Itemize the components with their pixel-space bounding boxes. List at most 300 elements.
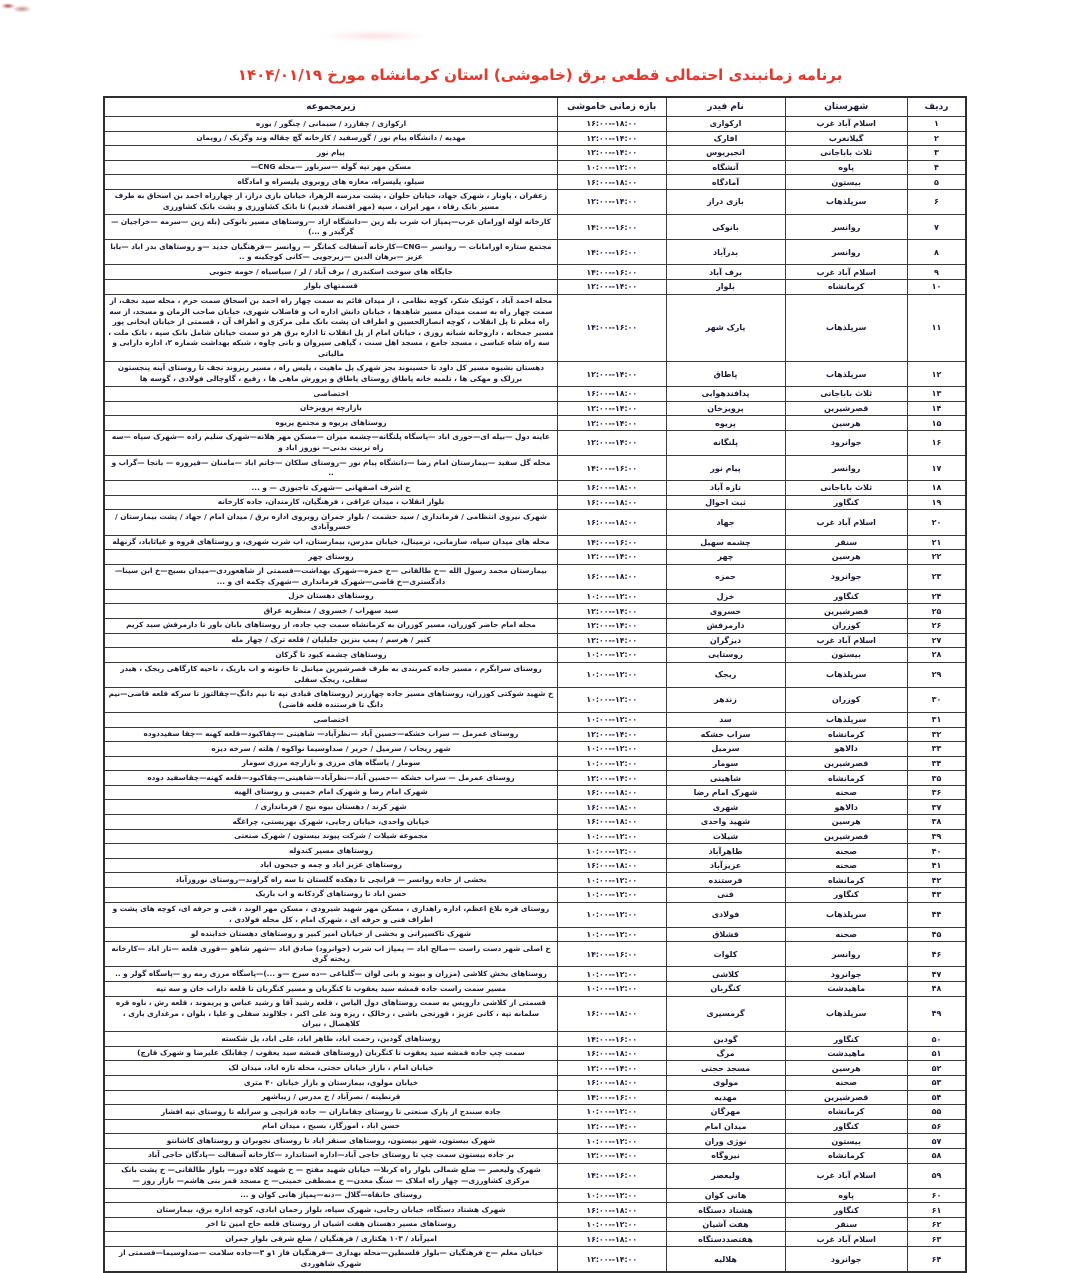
table-body — [104, 117, 966, 1273]
outage-time-value: ۱۴:۰۰--۱۶:۰۰ — [586, 949, 638, 959]
county-cell: ثلاث باباجانی — [785, 146, 907, 161]
row-number-cell: ۳۵ — [907, 771, 966, 786]
table-row — [104, 495, 966, 510]
feeder-name-cell: آتشگاه — [666, 160, 785, 175]
table-row — [104, 175, 966, 190]
outage-time-cell — [557, 1188, 666, 1203]
outage-time-cell — [557, 1046, 666, 1061]
col-header-row-number: ردیف — [907, 97, 966, 117]
feeder-name-cell: پریوه — [666, 416, 785, 431]
row-number-cell: ۱۲ — [907, 361, 966, 386]
feeder-name-cell: برف آباد — [666, 265, 785, 280]
outage-time-cell — [557, 175, 666, 190]
outage-time-value: ۱۶:۰۰--۱۸:۰۰ — [586, 177, 638, 187]
outage-time-value: ۱۰:۰۰--۱۲:۰۰ — [586, 715, 638, 725]
table-row — [104, 215, 966, 240]
county-cell: اسلام آباد غرب — [785, 510, 907, 535]
table-row — [104, 430, 966, 455]
row-number-cell: ۳۴ — [907, 756, 966, 771]
subset-details-cell: قسمتی از کلاشی دارویس به سمت روستاهای دول الیاس ، قلعه رشید آقا و رشید عباس و پریموند ، قلعه رش ، ناوه قره سلمانه تپه ، کانی عزیز ، قورنجی باشی ، رخالک ، ریزه وند علی اکبر ، جلالوند سفلی و علیا ، بلوان ، مرغداری باری ، کلاهصال ، بیران — [104, 996, 557, 1032]
county-cell: جوانرود — [785, 967, 907, 982]
row-number-cell: ۵۶ — [907, 1119, 966, 1134]
outage-time-cell — [557, 942, 666, 967]
col-header-county: شهرستان — [785, 97, 907, 117]
table-row — [104, 844, 966, 859]
row-number-cell: ۲۵ — [907, 604, 966, 619]
feeder-name-cell: شهری — [666, 800, 785, 815]
county-cell: صحنه — [785, 844, 907, 859]
feeder-name-cell: روستایی — [666, 648, 785, 663]
outage-time-cell — [557, 604, 666, 619]
subset-details-cell: شهرک بیستون، شهر بیستون، روستاهای سنقر اباد تا روستای نجوبران و روستاهای کاشانتو — [104, 1134, 557, 1149]
county-cell: کنگاور — [785, 589, 907, 604]
outage-time-cell — [557, 550, 666, 565]
county-cell: اسلام آباد غرب — [785, 633, 907, 648]
outage-time-value: ۱۲:۰۰--۱۴:۰۰ — [586, 369, 638, 379]
feeder-name-cell: هانی کوان — [666, 1188, 785, 1203]
row-number-cell: ۴۷ — [907, 967, 966, 982]
subset-details-cell: خیابان امام ، بازار خیابان حجتی، محله تازه اباد، میدان لک — [104, 1061, 557, 1076]
subset-details-cell: محله احمد آباد ، کوئیک شکر، کوچه نظامی ، از میدان قائم به سمت چهار راه احمد بن اسحاق سمت حرم ، محله سید نجف، از سمت چهار راه به سمت میدان مسیر شاهدها ، خیابان دانش اداره اب و فاضلاب شهری، خیابان صاحب الزمان و مسجد، از سه راه معلم تا پل انقلاب ، کوچه انصارالحسین و اطراف ان پشت بانک ملی مرکزی و اطراف آن ، قسمتی از خیابان ایخانی پور مسیر جمخانه ، داروخانه شبانه روزی ، خیابان امام از پل انقلاب تا اداره برق هر دو سمت خیابان شامل بانک سپه ، بانک ملت ، سه راه شاه عباسی ، مسجد جامع ، مسجد اهل سنت ، گیاهی سیروان و بانی چاوه ، شبکه بهداشت شماره ۲، اداره دارایی و مالیاتی — [104, 294, 557, 361]
table-row — [104, 829, 966, 844]
subset-details-cell: سیلو، پلیسراه، مغازه های روبروی پلیسراه و امادگاه — [104, 175, 557, 190]
row-number-cell: ۱ — [907, 117, 966, 132]
row-number-cell: ۳۶ — [907, 785, 966, 800]
county-cell: اسلام آباد غرب — [785, 117, 907, 132]
table-row — [104, 727, 966, 742]
table-row — [104, 564, 966, 589]
row-number-cell: ۳۷ — [907, 800, 966, 815]
table-header-row — [104, 97, 966, 117]
outage-time-cell — [557, 1090, 666, 1105]
outage-time-value: ۱۰:۰۰--۱۲:۰۰ — [586, 929, 638, 939]
feeder-name-cell: پارک شهر — [666, 294, 785, 361]
subset-details-cell: روستاهای پریوه و مجتمع پریوه — [104, 416, 557, 431]
outage-time-value: ۱۶:۰۰--۱۸:۰۰ — [586, 861, 638, 871]
outage-time-cell — [557, 713, 666, 728]
row-number-cell: ۵۰ — [907, 1032, 966, 1047]
subset-details-cell: روستاهای دهستان خزل — [104, 589, 557, 604]
feeder-name-cell: هفت آشیان — [666, 1217, 785, 1232]
feeder-name-cell: شاهینی — [666, 771, 785, 786]
outage-time-cell — [557, 815, 666, 830]
table-row — [104, 1232, 966, 1247]
outage-time-cell — [557, 1232, 666, 1247]
outage-time-value: ۱۲:۰۰--۱۴:۰۰ — [586, 148, 638, 158]
feeder-name-cell: فرستنده — [666, 873, 785, 888]
subset-details-cell: حسن اباد ، اموزگار، بسیج ، میدان امام — [104, 1119, 557, 1134]
feeder-name-cell: سراب خشکه — [666, 727, 785, 742]
table-row — [104, 996, 966, 1032]
county-cell: قصرشیرین — [785, 604, 907, 619]
county-cell: هرسین — [785, 815, 907, 830]
outage-time-value: ۱۰:۰۰--۱۲:۰۰ — [586, 1107, 638, 1117]
subset-details-cell: روستاهای بخش کلاشی (مزران و بیوند و بانی لوان —گلباغی —ده سرخ —و ...)—پاسگاه مرزی رمه رو —پاسگاه گولر و .. — [104, 967, 557, 982]
row-number-cell: ۵۲ — [907, 1061, 966, 1076]
outage-time-value: ۱۶:۰۰--۱۸:۰۰ — [586, 802, 638, 812]
outage-time-cell — [557, 1163, 666, 1188]
feeder-name-cell: سومار — [666, 756, 785, 771]
outage-time-cell — [557, 982, 666, 997]
row-number-cell: ۳۸ — [907, 815, 966, 830]
row-number-cell: ۳ — [907, 146, 966, 161]
outage-time-value: ۱۶:۰۰--۱۸:۰۰ — [586, 1049, 638, 1059]
feeder-name-cell: مولوی — [666, 1076, 785, 1091]
county-cell: سرپلذهاب — [785, 662, 907, 687]
county-cell: سنقر — [785, 1217, 907, 1232]
county-cell: صحنه — [785, 785, 907, 800]
subset-details-cell: روستای خانقاه—گلال —دنه—پمپاژ هانی کوان و ... — [104, 1188, 557, 1203]
subset-details-cell: روستاهای مسیر کندوله — [104, 844, 557, 859]
outage-time-value: ۱۶:۰۰--۱۸:۰۰ — [586, 817, 638, 827]
subset-details-cell: شهرک تاکسیرانی و بخشی از خیابان امیر کبیر و روستاهای دهستان خدابنده لو — [104, 927, 557, 942]
county-cell: سرپلذهاب — [785, 713, 907, 728]
row-number-cell: ۴۳ — [907, 887, 966, 902]
table-row — [104, 887, 966, 902]
outage-time-value: ۱۰:۰۰--۱۲:۰۰ — [586, 670, 638, 680]
subset-details-cell: بلوار انقلاب ، میدان عراقی ، فرهنگیان، کارمندان، جاده کارخانه — [104, 495, 557, 510]
row-number-cell: ۲۳ — [907, 564, 966, 589]
subset-details-cell: بخشی از جاده روانسر — قرانچی تا دهکده گلستان تا سه راه گراوند—روستای نوروزآباد — [104, 873, 557, 888]
county-cell: کرمانشاه — [785, 1148, 907, 1163]
row-number-cell: ۹ — [907, 265, 966, 280]
outage-time-value: ۱۰:۰۰--۱۲:۰۰ — [586, 695, 638, 705]
row-number-cell: ۴۰ — [907, 844, 966, 859]
outage-time-cell — [557, 742, 666, 757]
table-row — [104, 648, 966, 663]
feeder-name-cell: جهاد — [666, 510, 785, 535]
outage-time-value: ۱۴:۰۰--۱۶:۰۰ — [586, 222, 638, 232]
table-row — [104, 604, 966, 619]
subset-details-cell: روستای سرابگرم ، مسیر جاده کمربندی به طرف قصرشیرین میانبل تا خانونه و اب باریک ، ناحیه کارگاهی ریجک ، هیدر سفلی، ریجک سفلی — [104, 662, 557, 687]
subset-details-cell: روستاهای عزیز اباد و چمه و جیحون اباد — [104, 858, 557, 873]
row-number-cell: ۱۴ — [907, 401, 966, 416]
table-row — [104, 873, 966, 888]
table-row — [104, 1163, 966, 1188]
subset-details-cell: سمت چپ جاده قمشه سید یعقوب تا کنگربان (روستاهای قمشه سید یعقوب / چقابلک علیرضا و شهرک قارچ) — [104, 1046, 557, 1061]
table-row — [104, 510, 966, 535]
feeder-name-cell: ارکوازی — [666, 117, 785, 132]
row-number-cell: ۱۷ — [907, 456, 966, 481]
county-cell: سرپلذهاب — [785, 294, 907, 361]
table-row — [104, 633, 966, 648]
outage-time-value: ۱۲:۰۰--۱۴:۰۰ — [586, 1254, 638, 1264]
county-cell: سرپلذهاب — [785, 189, 907, 214]
feeder-name-cell: نوژی وران — [666, 1134, 785, 1149]
row-number-cell: ۳۳ — [907, 742, 966, 757]
table-row — [104, 1105, 966, 1120]
outage-time-cell — [557, 1148, 666, 1163]
county-cell: ثلاث باباجانی — [785, 387, 907, 402]
subset-details-cell: روستاهای مسیر دهستان هفت اشیان از روستای قلعه حاج امین تا اخر — [104, 1217, 557, 1232]
feeder-name-cell: مهرگان — [666, 1105, 785, 1120]
subset-details-cell: خ شهید شوکتی کوزران، روستاهای مسیر جاده چهارزبر (روستاهای قبادی تپه تا نیم دانگ—چقالتوژ تا سرکه قلعه قاضی—نیم دانگ تا فرستنده قلعه قاضی) — [104, 687, 557, 712]
county-cell: صحنه — [785, 927, 907, 942]
row-number-cell: ۶۲ — [907, 1217, 966, 1232]
table-row — [104, 294, 966, 361]
county-cell: روانسر — [785, 215, 907, 240]
row-number-cell: ۴۶ — [907, 942, 966, 967]
row-number-cell: ۳۰ — [907, 687, 966, 712]
feeder-name-cell: پدافندهوایی — [666, 387, 785, 402]
row-number-cell: ۶۴ — [907, 1246, 966, 1272]
table-row — [104, 265, 966, 280]
outage-time-value: ۱۰:۰۰--۱۲:۰۰ — [586, 831, 638, 841]
outage-schedule-table — [103, 96, 967, 1273]
outage-time-cell — [557, 401, 666, 416]
table-row — [104, 456, 966, 481]
outage-time-value: ۱۶:۰۰--۱۸:۰۰ — [586, 389, 638, 399]
feeder-name-cell: هفتصددستگاه — [666, 1232, 785, 1247]
county-cell: کرمانشاه — [785, 771, 907, 786]
feeder-name-cell: قشلاق — [666, 927, 785, 942]
row-number-cell: ۷ — [907, 215, 966, 240]
county-cell: صحنه — [785, 1076, 907, 1091]
outage-time-cell — [557, 727, 666, 742]
outage-time-value: ۱۲:۰۰--۱۴:۰۰ — [586, 197, 638, 207]
row-number-cell: ۴۱ — [907, 858, 966, 873]
feeder-name-cell: گودین — [666, 1032, 785, 1047]
table-row — [104, 160, 966, 175]
county-cell: پاوه — [785, 1188, 907, 1203]
outage-time-cell — [557, 1217, 666, 1232]
subset-details-cell: مسکن مهر تپه گوله —سرباور —محله CNG— — [104, 160, 557, 175]
county-cell: هرسین — [785, 416, 907, 431]
subset-details-cell: شهر کرند / دهستان بیوه نیج / فرمانداری / — [104, 800, 557, 815]
outage-time-value: ۱۶:۰۰--۱۸:۰۰ — [586, 572, 638, 582]
county-cell: ماهیدشت — [785, 982, 907, 997]
subset-details-cell: امیرآباد / ۱۰۳ هکتاری / فرهنگیان / ضلع شرقی بلوار جمران — [104, 1232, 557, 1247]
outage-time-value: ۱۰:۰۰--۱۲:۰۰ — [586, 910, 638, 920]
row-number-cell: ۵۱ — [907, 1046, 966, 1061]
county-cell: هرسین — [785, 550, 907, 565]
feeder-name-cell: فولادی — [666, 902, 785, 927]
row-number-cell: ۲۷ — [907, 633, 966, 648]
outage-time-value: ۱۰:۰۰--۱۲:۰۰ — [586, 984, 638, 994]
subset-details-cell: دهستان بشیوه مسیر کل داود تا حسینوند بجز شهرک پل ماهیت ، پلیس راه ، مسیر ریزوند نجف تا روستای آینه پنجستون برزلک و مهکی ها ، تلمبه خانه پاطاق روستای پاطاق و پرورش ماهی ها ، رفیع ، گاوچالی فولادی ، گوسه ها — [104, 361, 557, 386]
table-row — [104, 927, 966, 942]
feeder-name-cell: دیزگران — [666, 633, 785, 648]
table-row — [104, 1032, 966, 1047]
feeder-name-cell: آمادگاه — [666, 175, 785, 190]
outage-time-value: ۱۰:۰۰--۱۲:۰۰ — [586, 650, 638, 660]
row-number-cell: ۵۳ — [907, 1076, 966, 1091]
feeder-name-cell: نیروگاه — [666, 1148, 785, 1163]
outage-time-value: ۱۲:۰۰--۱۴:۰۰ — [586, 729, 638, 739]
table-row — [104, 785, 966, 800]
outage-time-cell — [557, 189, 666, 214]
table-row — [104, 117, 966, 132]
row-number-cell: ۶ — [907, 189, 966, 214]
subset-details-cell: خ اصلی شهر دست راست —صالح اباد — پمپاژ اب شرب (جوانرود) صادق اباد —شهر شاهو —قوری قلعه —تاز اباد —کارخانه ریخته گری — [104, 942, 557, 967]
outage-time-cell — [557, 1076, 666, 1091]
subset-details-cell: سومار / پاسگاه های مرزی و بازارچه مرزی سومار — [104, 756, 557, 771]
row-number-cell: ۳۱ — [907, 713, 966, 728]
outage-time-value: ۱۲:۰۰--۱۴:۰۰ — [586, 418, 638, 428]
table-row — [104, 1119, 966, 1134]
feeder-name-cell: مسجد حجتی — [666, 1061, 785, 1076]
county-cell: روانسر — [785, 942, 907, 967]
table-row — [104, 1188, 966, 1203]
county-cell: قصرشیرین — [785, 401, 907, 416]
county-cell: قصرشیرین — [785, 756, 907, 771]
county-cell: روانسر — [785, 240, 907, 265]
county-cell: کنگاور — [785, 495, 907, 510]
table-row — [104, 618, 966, 633]
outage-time-value: ۱۰:۰۰--۱۲:۰۰ — [586, 592, 638, 602]
county-cell: دالاهو — [785, 742, 907, 757]
row-number-cell: ۵ — [907, 175, 966, 190]
outage-time-cell — [557, 481, 666, 496]
table-row — [104, 756, 966, 771]
table-row — [104, 815, 966, 830]
subset-details-cell: ارکوازی / چقازرد / سیمانی / چنگور / بوزه — [104, 117, 557, 132]
outage-table-container — [103, 96, 967, 1273]
county-cell: ماهیدشت — [785, 1046, 907, 1061]
feeder-name-cell: زندهر — [666, 687, 785, 712]
subset-details-cell: روستای قره بلاغ اعظم، اداره راهداری ، مسکن مهر شهید شیرودی ، مسکن مهر الوند ، فنی و حرفه ای، کوچه های پشت و اطراف فنی و حرفه ای ، شهرک امام ، کل محله فولادی ، — [104, 902, 557, 927]
subset-details-cell: شهر ریجاب / سرمیل / حریر / صداوسیما نواکوه / هلته / سرخه دیزه — [104, 742, 557, 757]
outage-time-value: ۱۲:۰۰--۱۴:۰۰ — [586, 606, 638, 616]
table-row — [104, 416, 966, 431]
subset-details-cell: اختصاصی — [104, 387, 557, 402]
outage-time-cell — [557, 117, 666, 132]
outage-time-value: ۱۴:۰۰--۱۶:۰۰ — [586, 323, 638, 333]
county-cell: بیستون — [785, 175, 907, 190]
outage-time-cell — [557, 240, 666, 265]
outage-time-cell — [557, 279, 666, 294]
outage-time-value: ۱۰:۰۰--۱۲:۰۰ — [586, 890, 638, 900]
table-row — [104, 240, 966, 265]
table-row — [104, 1148, 966, 1163]
outage-time-cell — [557, 589, 666, 604]
feeder-name-cell: مهدیه — [666, 1090, 785, 1105]
county-cell: سرپلذهاب — [785, 361, 907, 386]
outage-time-value: ۱۶:۰۰--۱۸:۰۰ — [586, 1234, 638, 1244]
table-row — [104, 146, 966, 161]
subset-details-cell: محله امام حاضر کوزران، مسیر کوزران به کرمانشاه سمت چپ جاده، از روستاهای بابان باور تا دارمرفش سید کریم — [104, 618, 557, 633]
feeder-name-cell: بلوار — [666, 279, 785, 294]
outage-time-value: ۱۲:۰۰--۱۴:۰۰ — [586, 635, 638, 645]
county-cell: کنگاور — [785, 1032, 907, 1047]
table-row — [104, 279, 966, 294]
row-number-cell: ۵۹ — [907, 1163, 966, 1188]
county-cell: صحنه — [785, 858, 907, 873]
subset-details-cell: بر جاده بیستون سمت چپ تا روستای حاجی آباد—اداره استاندارد —کارخانه آسفالت —پادگان حاجی آباد — [104, 1148, 557, 1163]
county-cell: بیستون — [785, 1134, 907, 1149]
subset-details-cell: حسن اباد تا روستاهای گردکانه و اب باریک — [104, 887, 557, 902]
table-row — [104, 967, 966, 982]
outage-time-cell — [557, 785, 666, 800]
outage-time-value: ۱۲:۰۰--۱۴:۰۰ — [586, 438, 638, 448]
row-number-cell: ۱۵ — [907, 416, 966, 431]
county-cell: کرمانشاه — [785, 873, 907, 888]
scan-smudge-artifact — [300, 30, 450, 42]
subset-details-cell: جایگاه های سوخت اسکندری / برف آباد / لر / سیاسیاه / حومه جنوبی — [104, 265, 557, 280]
feeder-name-cell: کنگربان — [666, 982, 785, 997]
outage-time-value: ۱۰:۰۰--۱۲:۰۰ — [586, 969, 638, 979]
table-row — [104, 742, 966, 757]
feeder-name-cell: بانوکی — [666, 215, 785, 240]
outage-time-cell — [557, 416, 666, 431]
table-row — [104, 1076, 966, 1091]
row-number-cell: ۱۶ — [907, 430, 966, 455]
county-cell: جوانرود — [785, 564, 907, 589]
outage-time-cell — [557, 510, 666, 535]
table-row — [104, 589, 966, 604]
feeder-name-cell: بازی دراز — [666, 189, 785, 214]
table-row — [104, 1134, 966, 1149]
outage-time-value: ۱۲:۰۰--۱۴:۰۰ — [586, 1122, 638, 1132]
table-row — [104, 401, 966, 416]
outage-time-value: ۱۰:۰۰--۱۲:۰۰ — [586, 163, 638, 173]
table-row — [104, 1217, 966, 1232]
outage-time-cell — [557, 927, 666, 942]
outage-time-value: ۱۲:۰۰--۱۴:۰۰ — [586, 1151, 638, 1161]
row-number-cell: ۶۳ — [907, 1232, 966, 1247]
outage-time-cell — [557, 146, 666, 161]
outage-time-cell — [557, 361, 666, 386]
feeder-name-cell: ریجک — [666, 662, 785, 687]
outage-time-cell — [557, 1061, 666, 1076]
outage-time-value: ۱۰:۰۰--۱۲:۰۰ — [586, 846, 638, 856]
table-row — [104, 1203, 966, 1218]
subset-details-cell: مسیر سمت راست جاده قمشه سید یعقوب تا کنگربان و مسیر کنگربان تا قلعه داراب خان و سه تپه — [104, 982, 557, 997]
outage-time-value: ۱۴:۰۰--۱۶:۰۰ — [586, 1171, 638, 1181]
subset-details-cell: محله گل سفید —بیمارستان امام رضا —دانشگاه پیام نور —روستای سلکان —خانم اباد —مامنان —فیروزه — بانجا —گراب و .. — [104, 456, 557, 481]
outage-time-value: ۱۰:۰۰--۱۲:۰۰ — [586, 875, 638, 885]
row-number-cell: ۳۲ — [907, 727, 966, 742]
outage-time-value: ۱۴:۰۰--۱۶:۰۰ — [586, 1092, 638, 1102]
outage-time-value: ۱۶:۰۰--۱۸:۰۰ — [586, 483, 638, 493]
outage-time-cell — [557, 687, 666, 712]
outage-time-cell — [557, 648, 666, 663]
outage-time-cell — [557, 456, 666, 481]
outage-time-cell — [557, 1119, 666, 1134]
outage-time-value: ۱۲:۰۰--۱۴:۰۰ — [586, 552, 638, 562]
county-cell: اسلام آباد غرب — [785, 1163, 907, 1188]
outage-time-cell — [557, 131, 666, 146]
outage-time-cell — [557, 215, 666, 240]
outage-time-cell — [557, 1246, 666, 1272]
outage-time-value: ۱۰:۰۰--۱۲:۰۰ — [586, 1136, 638, 1146]
table-row — [104, 1046, 966, 1061]
outage-time-cell — [557, 1203, 666, 1218]
county-cell: ثلاث باباجانی — [785, 481, 907, 496]
feeder-name-cell: کلوات — [666, 942, 785, 967]
table-row — [104, 131, 966, 146]
feeder-name-cell: شهید واحدی — [666, 815, 785, 830]
table-row — [104, 481, 966, 496]
feeder-name-cell: میدان امام — [666, 1119, 785, 1134]
outage-time-cell — [557, 1105, 666, 1120]
outage-time-cell — [557, 844, 666, 859]
subset-details-cell: روستاهای گودین، رحمت اباد، طاهر اباد، علی اباد، پل شکسته — [104, 1032, 557, 1047]
county-cell: کنگاور — [785, 1203, 907, 1218]
outage-time-value: ۱۲:۰۰--۱۴:۰۰ — [586, 621, 638, 631]
subset-details-cell: مهدیه / دانشگاه پیام نور / گورسفید / کارخانه گچ چقاله وند وگزیک / رویمان — [104, 131, 557, 146]
feeder-name-cell: پلنگانه — [666, 430, 785, 455]
subset-details-cell: قرنطینه / نصرآباد / خ مدرس / زیباشهر — [104, 1090, 557, 1105]
county-cell: اسلام آباد غرب — [785, 265, 907, 280]
outage-time-value: ۱۶:۰۰--۱۸:۰۰ — [586, 517, 638, 527]
outage-time-value: ۱۰:۰۰--۱۲:۰۰ — [586, 1190, 638, 1200]
county-cell: کنگاور — [785, 1119, 907, 1134]
subset-details-cell: روستای چهر — [104, 550, 557, 565]
subset-details-cell: کارخانه لوله اورامان غرب—پمپاژ اب شرب بله زین —دانشگاه ازاد —روستاهای مسیر بانوکی (بله زین —سرمه —خراجیان — گرگیدر و ...) — [104, 215, 557, 240]
row-number-cell: ۶۱ — [907, 1203, 966, 1218]
row-number-cell: ۵۴ — [907, 1090, 966, 1105]
